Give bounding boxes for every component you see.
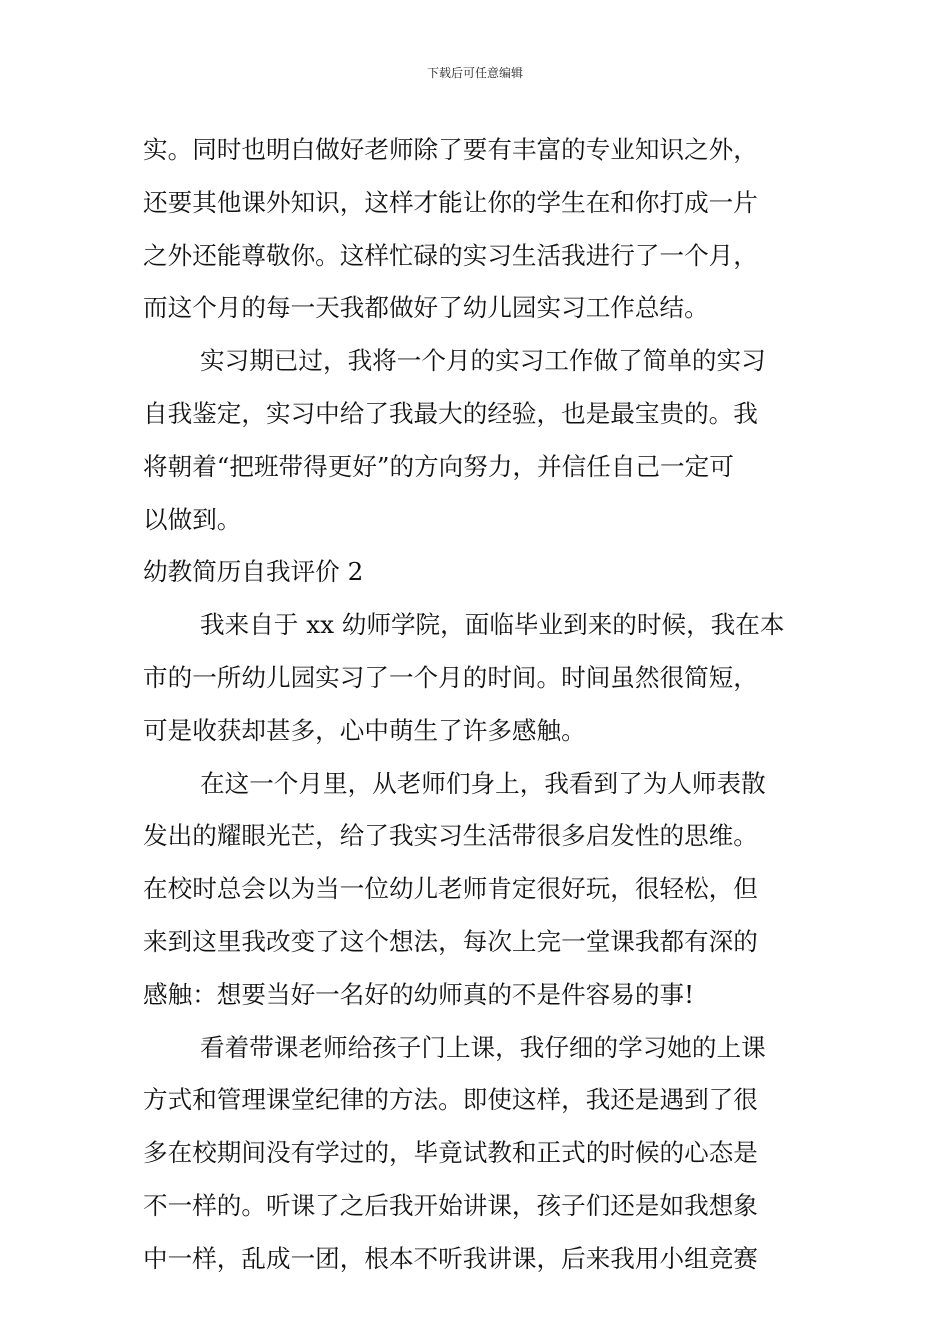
text-line: 市的一所幼儿园实习了一个月的时间。时间虽然很简短， — [143, 662, 758, 692]
text-line: 方式和管理课堂纪律的方法。即使这样，我还是遇到了很 — [143, 1085, 758, 1115]
text-line: 可是收获却甚多，心中萌生了许多感触。 — [143, 715, 586, 745]
section-heading: 幼教简历自我评价 2 — [143, 557, 364, 587]
text-line: 来到这里我改变了这个想法，每次上完一堂课我都有深的 — [143, 926, 758, 956]
paragraph-first-line: 实习期已过，我将一个月的实习工作做了简单的实习 — [200, 346, 766, 376]
page-header: 下载后可任意编辑 — [426, 66, 523, 80]
text-line: 还要其他课外知识，这样才能让你的学生在和你打成一片 — [143, 187, 758, 217]
text-line: 以做到。 — [143, 504, 242, 534]
text-line: 发出的耀眼光芒，给了我实习生活带很多启发性的思维。 — [143, 821, 758, 851]
text-line: 将朝着“把班带得更好”的方向努力，并信任自己一定可 — [143, 451, 734, 481]
text-line: 在校时总会以为当一位幼儿老师肯定很好玩，很轻松，但 — [143, 874, 758, 904]
text-line: 而这个月的每一天我都做好了幼儿园实习工作总结。 — [143, 293, 709, 323]
paragraph-first-line: 在这一个月里，从老师们身上，我看到了为人师表散 — [200, 768, 766, 798]
document-body — [143, 124, 807, 1286]
paragraph-first-line: 看着带课老师给孩子门上课，我仔细的学习她的上课 — [200, 1032, 766, 1062]
text-line: 多在校期间没有学过的，毕竟试教和正式的时候的心态是 — [143, 1138, 758, 1168]
paragraph-first-line: 我来自于 xx 幼师学院，面临毕业到来的时候，我在本 — [200, 610, 785, 640]
text-line: 不一样的。听课了之后我开始讲课，孩子们还是如我想象 — [143, 1190, 758, 1220]
text-line: 实。同时也明白做好老师除了要有丰富的专业知识之外， — [143, 135, 758, 164]
text-line: 之外还能尊敬你。这样忙碌的实习生活我进行了一个月， — [143, 240, 758, 270]
text-line: 感触：想要当好一名好的幼师真的不是件容易的事! — [143, 979, 694, 1009]
text-line: 自我鉴定，实习中给了我最大的经验，也是最宝贵的。我 — [143, 398, 758, 428]
text-line: 中一样，乱成一团，根本不听我讲课，后来我用小组竞赛 — [143, 1243, 758, 1273]
